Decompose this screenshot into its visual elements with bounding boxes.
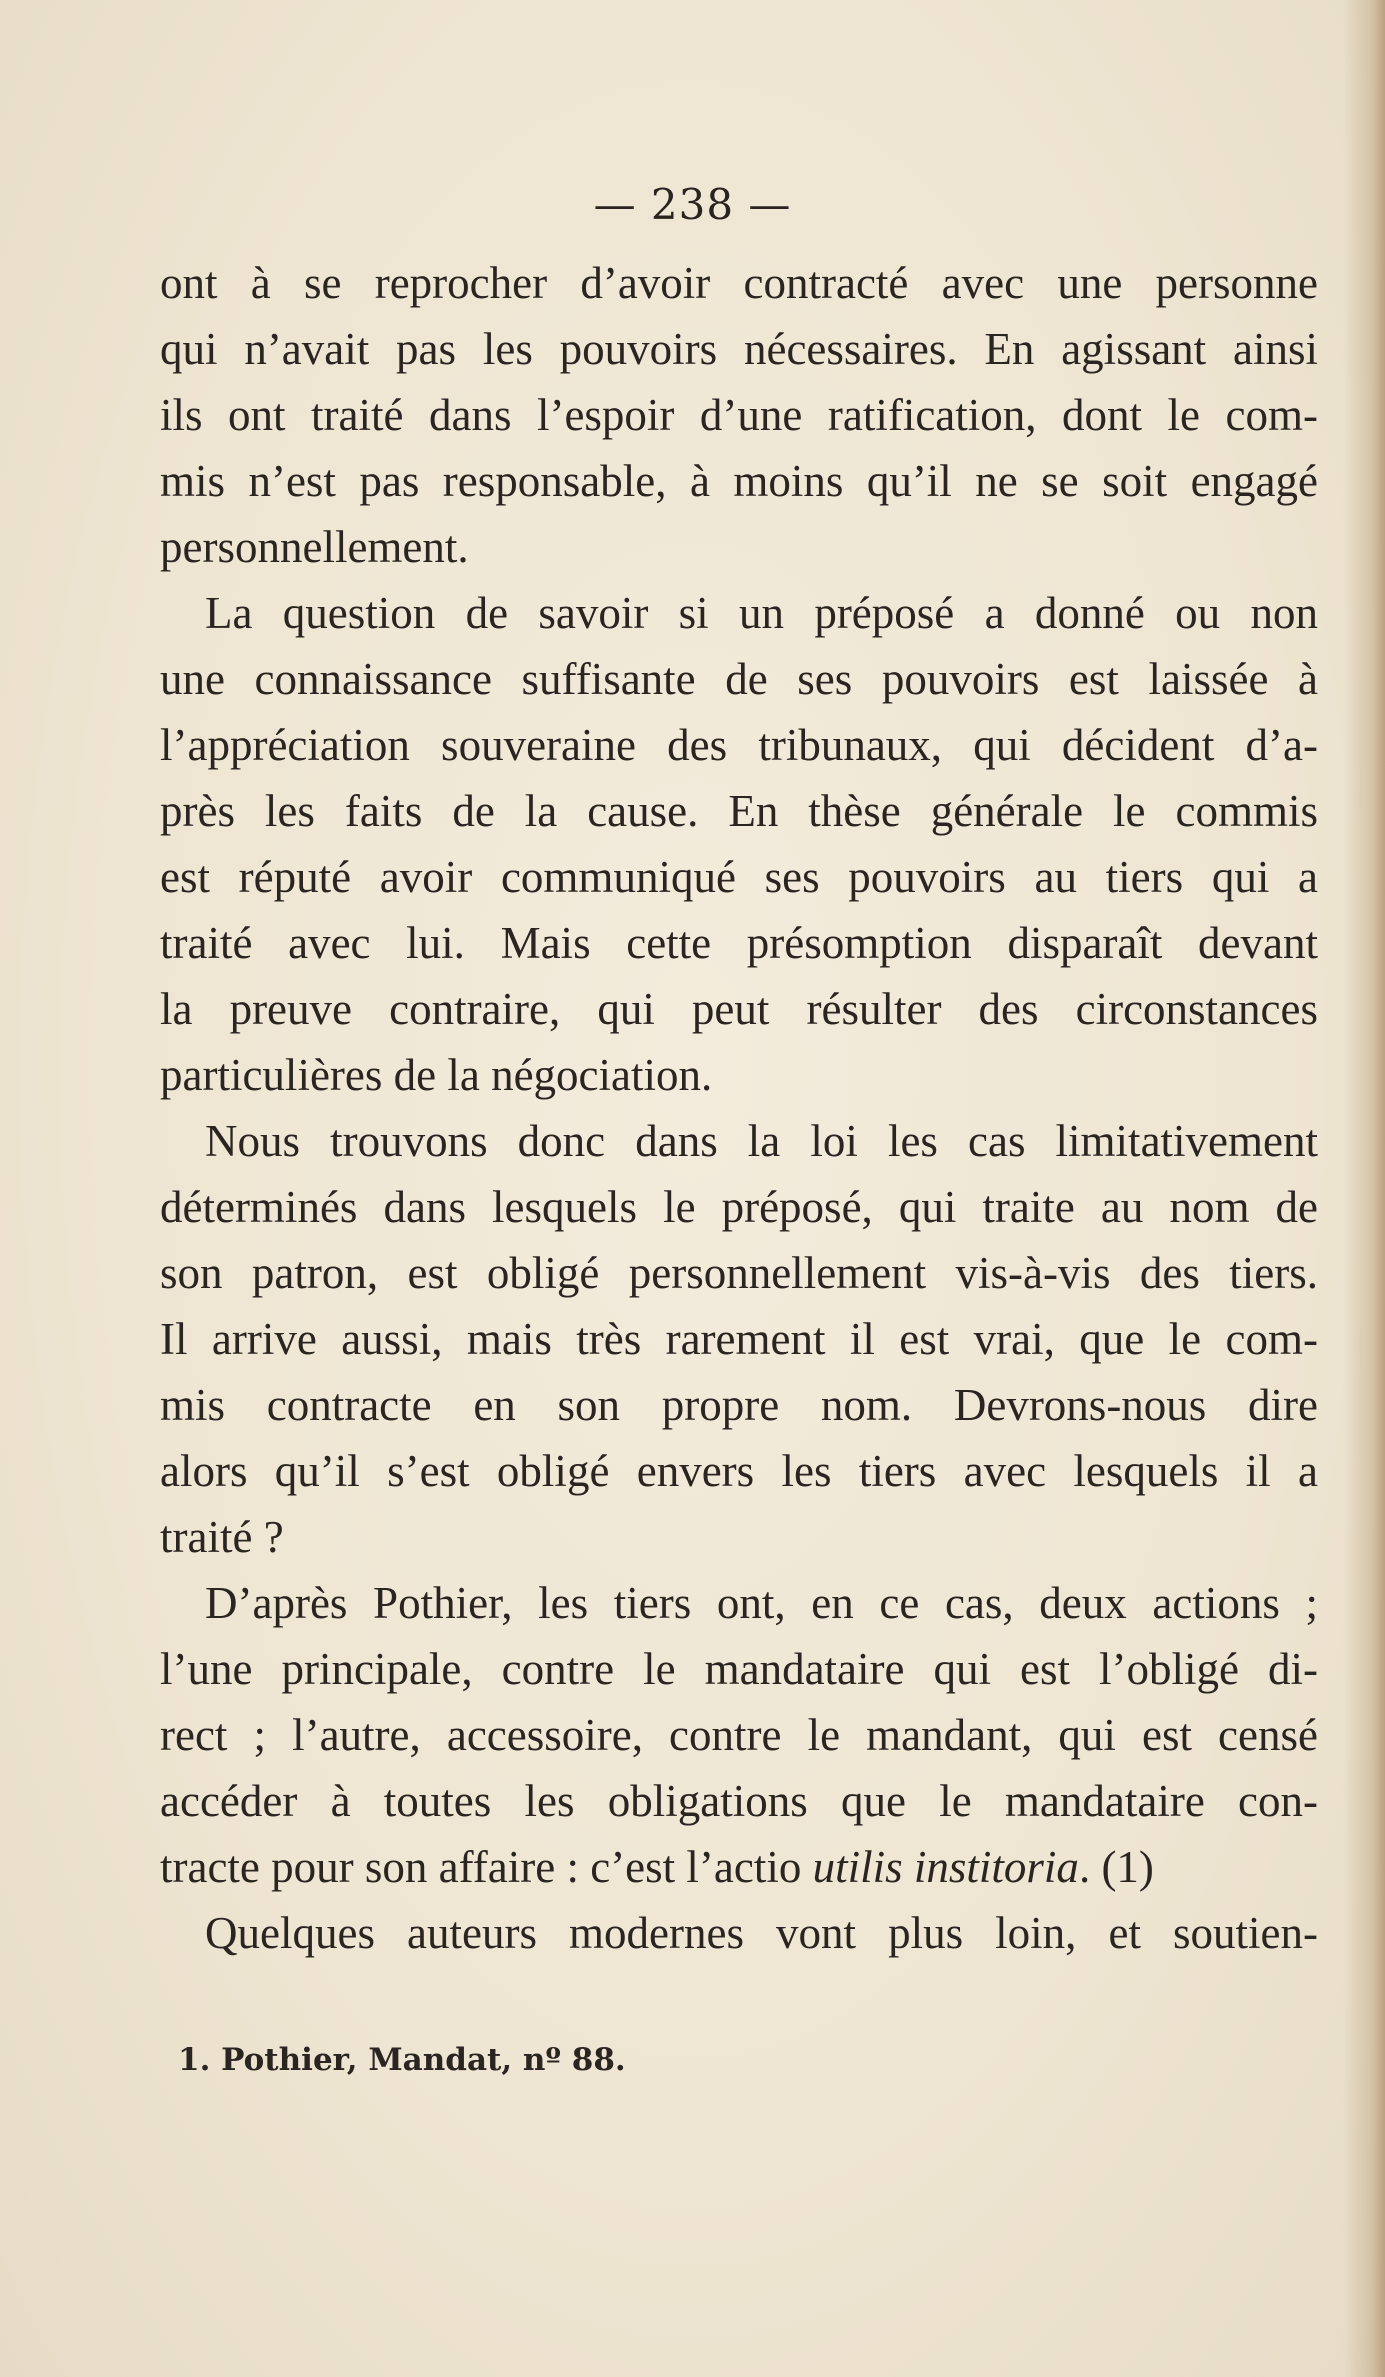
text-line: particulières de la négociation. [160,1050,713,1100]
text-line: une connaissance suffisante de ses pouvoirs est laissée à [160,654,1318,704]
text-line: mis n’est pas responsable, à moins qu’il ne se soit engagé [160,456,1318,506]
text-line: l’une principale, contre le mandataire qui est l’obligé di- [160,1644,1318,1694]
footnote: 1. Pothier, Mandat, nº 88. [178,2042,626,2078]
text-line: qui n’avait pas les pouvoirs nécessaires. En agissant ainsi [160,324,1318,374]
text-line: est réputé avoir communiqué ses pouvoirs au tiers qui a [160,852,1318,902]
latin-term: utilis institoria [812,1842,1079,1892]
text-line: tracte pour son affaire : c’est l’actio utilis institoria. (1) [160,1842,1154,1892]
page-number: — 238 — [593,180,792,229]
text-line: l’appréciation souveraine des tribunaux, qui décident d’a- [160,720,1318,770]
text-line: La question de savoir si un préposé a donné ou non [205,588,1318,638]
text-line: alors qu’il s’est obligé envers les tiers avec lesquels il a [160,1446,1318,1496]
text-line: traité ? [160,1512,284,1562]
text-line: près les faits de la cause. En thèse générale le commis [160,786,1318,836]
text-line: ont à se reprocher d’avoir contracté avec une personne [160,258,1318,308]
text-line: D’après Pothier, les tiers ont, en ce cas, deux actions ; [205,1578,1318,1628]
text-line: déterminés dans lesquels le préposé, qui traite au nom de [160,1182,1318,1232]
text-line: personnellement. [160,522,469,572]
text-line: ils ont traité dans l’espoir d’une ratification, dont le com- [160,390,1318,440]
text-line: rect ; l’autre, accessoire, contre le mandant, qui est censé [160,1710,1318,1760]
text-line: son patron, est obligé personnellement vis-à-vis des tiers. [160,1248,1318,1298]
text-line: Nous trouvons donc dans la loi les cas limitativement [205,1116,1318,1166]
body-text [160,250,1318,1966]
text-line: traité avec lui. Mais cette présomption disparaît devant [160,918,1318,968]
page-edge-shadow [1343,0,1385,2377]
text-line: la preuve contraire, qui peut résulter des circonstances [160,984,1318,1034]
text-line: Il arrive aussi, mais très rarement il est vrai, que le com- [160,1314,1318,1364]
text-line: mis contracte en son propre nom. Devrons-nous dire [160,1380,1318,1430]
text-line: accéder à toutes les obligations que le mandataire con- [160,1776,1318,1826]
text-line: Quelques auteurs modernes vont plus loin, et soutien- [205,1908,1318,1958]
